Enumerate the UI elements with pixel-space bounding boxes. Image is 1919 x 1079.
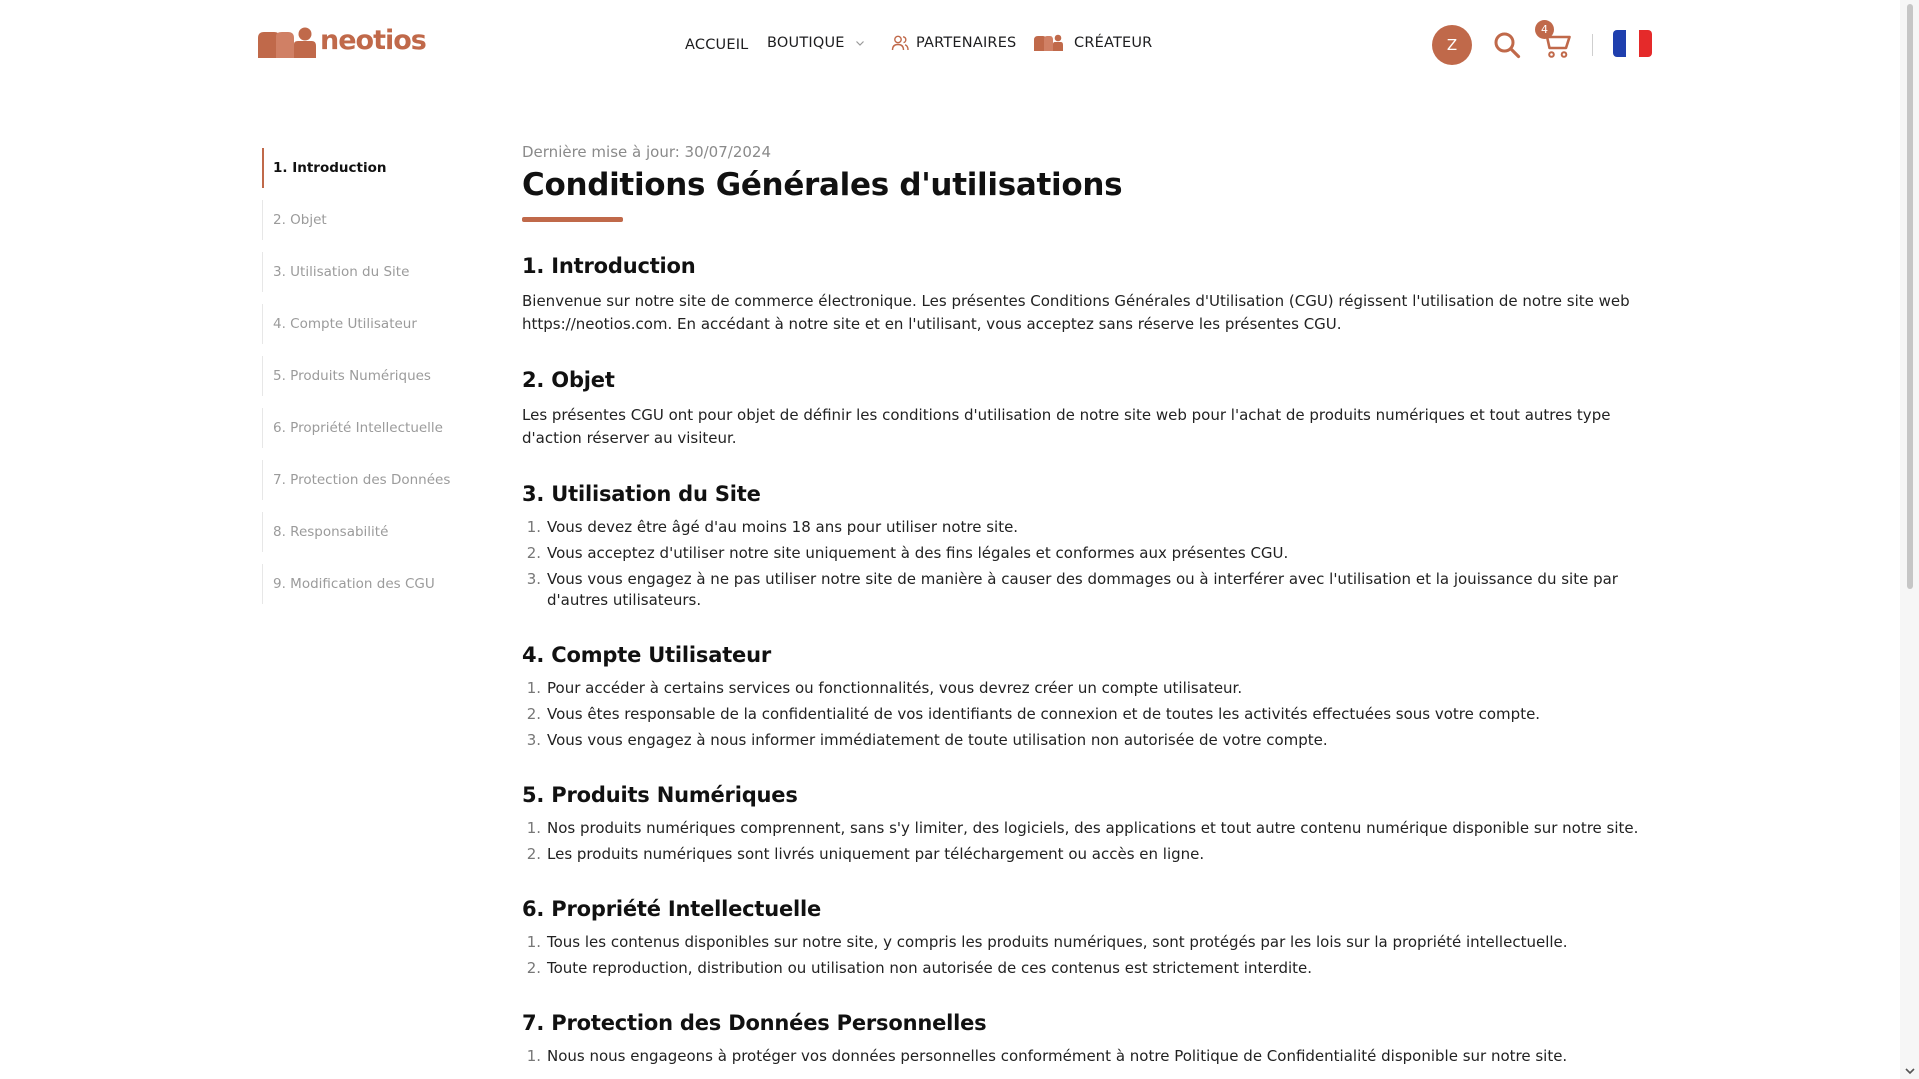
list-item: 2. Toute reproduction, distribution ou utilisation non autorisée de ces contenus est strictement interdite. [526, 959, 1313, 977]
list-item: 1. Nos produits numériques comprennent, sans s'y limiter, des logiciels, des applications et tout autre contenu numérique disponible sur notre site. [526, 819, 1639, 837]
section-list [522, 678, 1657, 751]
section-utilisation [522, 482, 1657, 611]
section-list [522, 517, 1657, 611]
section-propriete [522, 897, 1657, 979]
nav-boutique-label: BOUTIQUE [767, 35, 845, 51]
cart-count-badge: 4 [1535, 20, 1554, 39]
toc-item-introduction[interactable]: 1. Introduction [262, 148, 482, 188]
toc-item-propriete[interactable]: 6. Propriété Intellectuelle [262, 408, 482, 448]
section-title: 2. Objet [522, 368, 615, 392]
page-title: Conditions Générales d'utilisations [522, 167, 1123, 203]
list-item: 2. Les produits numériques sont livrés uniquement par téléchargement ou accès en ligne. [526, 845, 1205, 863]
section-compte [522, 643, 1657, 751]
nav-createur-label: CRÉATEUR [1074, 35, 1153, 51]
list-item: 1. Nous nous engageons à protéger vos données personnelles conformément à notre Politique de Confidentialité disponible sur notre site. [526, 1047, 1568, 1065]
list-item: 1. Tous les contenus disponibles sur notre site, y compris les produits numériques, sont protégés par les lois sur la propriété intellectuelle. [526, 933, 1568, 951]
section-title: 4. Compte Utilisateur [522, 643, 771, 667]
section-title: 1. Introduction [522, 254, 696, 278]
section-text: Bienvenue sur notre site de commerce électronique. Les présentes Conditions Générales d'Utilisation (CGU) régissent l'utilisation de notre site web https://neotios.com. En accédant à notre site et en l'utilisant, vous acceptez sans réserve les présentes CGU. [522, 292, 1630, 333]
list-item: 1. Vous devez être âgé d'au moins 18 ans pour utiliser notre site. [526, 518, 1019, 536]
toc-item-protection[interactable]: 7. Protection des Données [262, 460, 482, 500]
chevron-down-icon [855, 38, 865, 48]
scrollbar-thumb[interactable] [1907, 4, 1913, 589]
user-avatar[interactable]: Z [1432, 25, 1472, 65]
nav-partenaires-label: PARTENAIRES [916, 35, 1017, 51]
section-list [522, 818, 1657, 865]
header-divider [1592, 34, 1593, 56]
section-produits [522, 783, 1657, 865]
toc-item-objet[interactable]: 2. Objet [262, 200, 482, 240]
flag-fr-icon[interactable] [1613, 30, 1652, 57]
creator-icon [1033, 34, 1063, 52]
section-objet [522, 368, 1657, 450]
list-item: 1. Pour accéder à certains services ou fonctionnalités, vous devrez créer un compte utilisateur. [526, 679, 1243, 697]
section-title: 3. Utilisation du Site [522, 482, 761, 506]
section-list [522, 932, 1657, 979]
scroll-down-arrow-icon[interactable] [1904, 1066, 1916, 1076]
nav-partenaires[interactable] [891, 34, 1016, 52]
toc-item-compte[interactable]: 4. Compte Utilisateur [262, 304, 482, 344]
table-of-contents [262, 148, 482, 616]
cgu-content [522, 143, 1657, 1072]
section-title: 5. Produits Numériques [522, 783, 798, 807]
users-icon [891, 34, 909, 52]
search-icon[interactable] [1493, 31, 1521, 59]
logo-text: neotios [320, 24, 426, 56]
list-item: 3. Vous vous engagez à nous informer immédiatement de toute utilisation non autorisée de votre compte. [526, 731, 1328, 749]
section-text: Les présentes CGU ont pour objet de définir les conditions d'utilisation de notre site web pour l'achat de produits numériques et tout autres type d'action réserver au visiteur. [522, 406, 1611, 447]
section-list [522, 1046, 1657, 1067]
title-underline [522, 217, 623, 222]
nav-boutique[interactable] [767, 35, 865, 51]
section-protection [522, 1011, 1657, 1067]
site-header [0, 0, 1900, 90]
logo-mark-icon [256, 26, 316, 60]
last-updated: Dernière mise à jour: 30/07/2024 [522, 143, 772, 161]
toc-item-produits[interactable]: 5. Produits Numériques [262, 356, 482, 396]
section-introduction [522, 254, 1657, 336]
toc-item-utilisation[interactable]: 3. Utilisation du Site [262, 252, 482, 292]
nav-accueil[interactable]: ACCUEIL [685, 37, 749, 53]
list-item: 3. Vous vous engagez à ne pas utiliser notre site de manière à causer des dommages ou à interférer avec l'utilisation et la jouissance du site par d'autres utilisateurs. [526, 570, 1618, 609]
section-title: 7. Protection des Données Personnelles [522, 1011, 987, 1035]
page-scrollbar[interactable] [1900, 0, 1919, 1079]
logo-link[interactable] [256, 26, 426, 60]
nav-createur[interactable] [1033, 34, 1152, 52]
list-item: 2. Vous acceptez d'utiliser notre site uniquement à des fins légales et conformes aux présentes CGU. [526, 544, 1289, 562]
toc-item-responsabilite[interactable]: 8. Responsabilité [262, 512, 482, 552]
toc-item-modification[interactable]: 9. Modification des CGU [262, 564, 482, 604]
section-title: 6. Propriété Intellectuelle [522, 897, 822, 921]
list-item: 2. Vous êtes responsable de la confidentialité de vos identifiants de connexion et de toutes les activités effectuées sous votre compte. [526, 705, 1541, 723]
